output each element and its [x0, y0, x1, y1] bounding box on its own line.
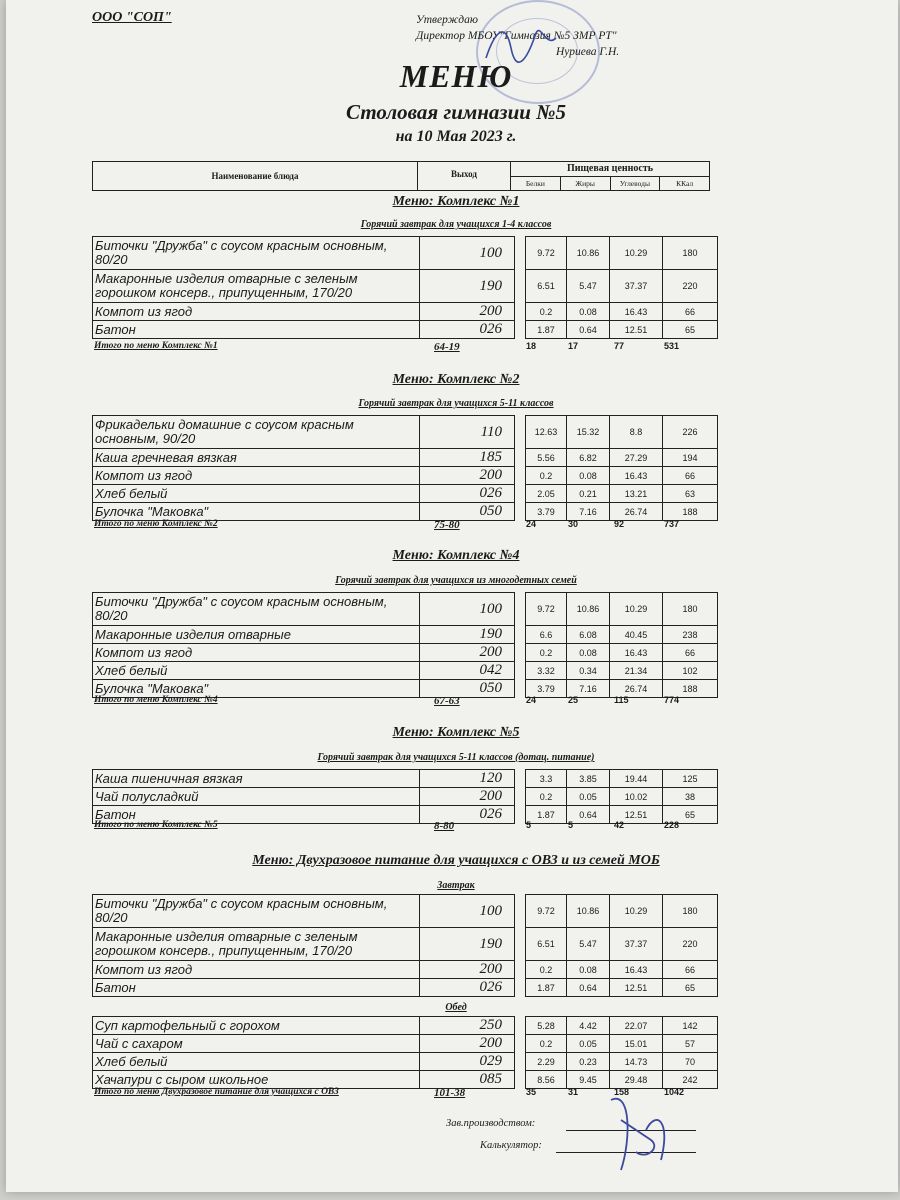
page-title: МЕНЮ [399, 58, 513, 94]
kcal: 194 [663, 449, 718, 467]
breakfast-label: Завтрак [437, 880, 475, 891]
fat: 6.08 [567, 626, 610, 644]
gap [515, 416, 526, 449]
table-row [93, 503, 718, 521]
kcal: 65 [663, 321, 718, 339]
total-protein: 24 [526, 695, 537, 705]
fat: 9.45 [567, 1071, 610, 1089]
protein: 5.56 [526, 449, 567, 467]
carbs: 16.43 [610, 644, 663, 662]
kcal: 65 [663, 806, 718, 824]
total-output: 101-38 [434, 1087, 466, 1099]
total-protein: 35 [526, 1087, 537, 1097]
protein: 6.6 [526, 626, 567, 644]
dish-output: 029 [420, 1053, 515, 1071]
dish-output: 110 [420, 416, 515, 449]
carbs: 15.01 [610, 1035, 663, 1053]
kcal: 65 [663, 979, 718, 997]
section-0-table [92, 236, 718, 339]
protein: 0.2 [526, 644, 567, 662]
table-row [93, 626, 718, 644]
protein: 3.79 [526, 680, 567, 698]
page-subtitle: Столовая гимназии №5 [346, 100, 566, 124]
total-carbs: 42 [614, 820, 625, 830]
protein: 1.87 [526, 979, 567, 997]
protein: 9.72 [526, 237, 567, 270]
total-protein: 5 [526, 820, 532, 830]
protein: 2.05 [526, 485, 567, 503]
dish-name: Компот из ягод [93, 961, 420, 979]
protein: 12.63 [526, 416, 567, 449]
dish-name: Батон [93, 979, 420, 997]
dish-name: Батон [93, 806, 420, 824]
gap [515, 503, 526, 521]
dish-output: 200 [420, 788, 515, 806]
carbs: 12.51 [610, 321, 663, 339]
section-2-total [94, 695, 704, 709]
dish-name: Макаронные изделия отварные с зеленым горошком консерв., припущенным, 170/20 [93, 270, 420, 303]
approve-director: Директор МБОУ"Гимназия №5 ЗМР РТ" [416, 30, 617, 42]
total-fat: 17 [568, 341, 579, 351]
ovz-lunch-table [92, 1016, 718, 1089]
carbs: 27.29 [610, 449, 663, 467]
dish-name: Компот из ягод [93, 644, 420, 662]
fat: 0.08 [567, 961, 610, 979]
carbs: 26.74 [610, 680, 663, 698]
protein: 0.2 [526, 303, 567, 321]
carbs: 16.43 [610, 961, 663, 979]
table-row [93, 644, 718, 662]
gap [515, 788, 526, 806]
dish-output: 100 [420, 593, 515, 626]
section-title: Меню: Комплекс №2 [392, 372, 520, 387]
section-1-total [94, 519, 704, 533]
dish-output: 185 [420, 449, 515, 467]
gap [515, 1071, 526, 1089]
table-row [93, 467, 718, 485]
fat: 0.05 [567, 788, 610, 806]
fat: 5.47 [567, 270, 610, 303]
total-kcal: 737 [664, 519, 680, 529]
kcal: 220 [663, 928, 718, 961]
carbs: 37.37 [610, 928, 663, 961]
kcal: 188 [663, 680, 718, 698]
header-kcal: ККал [676, 179, 694, 188]
dish-name: Булочка "Маковка" [93, 680, 420, 698]
protein: 8.56 [526, 1071, 567, 1089]
carbs: 10.02 [610, 788, 663, 806]
dish-output: 085 [420, 1071, 515, 1089]
dish-output: 026 [420, 485, 515, 503]
gap [515, 237, 526, 270]
dish-name: Каша гречневая вязкая [93, 449, 420, 467]
table-header [92, 161, 710, 191]
fat: 0.08 [567, 303, 610, 321]
total-label: Итого по меню Комплекс №1 [94, 341, 218, 351]
dish-output: 250 [420, 1017, 515, 1035]
fat: 7.16 [567, 680, 610, 698]
section-subtitle: Горячий завтрак для учащихся из многодетных семей [335, 575, 577, 586]
protein: 2.29 [526, 1053, 567, 1071]
carbs: 10.29 [610, 895, 663, 928]
kcal: 242 [663, 1071, 718, 1089]
fat: 3.85 [567, 770, 610, 788]
kcal: 180 [663, 593, 718, 626]
total-kcal: 531 [664, 341, 680, 351]
section-3-total [94, 820, 704, 834]
kcal: 226 [663, 416, 718, 449]
kcal: 70 [663, 1053, 718, 1071]
ovz-title: Меню: Двухразовое питание для учащихся с ОВЗ и из семей МОБ [252, 853, 660, 868]
dish-output: 026 [420, 321, 515, 339]
protein: 6.51 [526, 928, 567, 961]
dish-name: Биточки "Дружба" с соусом красным основным, 80/20 [93, 895, 420, 928]
kcal: 102 [663, 662, 718, 680]
kcal: 63 [663, 485, 718, 503]
total-output: 64-19 [434, 341, 460, 353]
approve-label: Утверждаю [416, 14, 478, 26]
carbs: 16.43 [610, 467, 663, 485]
dish-output: 190 [420, 626, 515, 644]
fat: 0.05 [567, 1035, 610, 1053]
section-2-table [92, 592, 718, 698]
dish-output: 190 [420, 270, 515, 303]
carbs: 10.29 [610, 237, 663, 270]
table-row [93, 303, 718, 321]
carbs: 22.07 [610, 1017, 663, 1035]
protein: 9.72 [526, 593, 567, 626]
total-label: Итого по меню Комплекс №5 [94, 820, 218, 830]
gap [515, 485, 526, 503]
dish-output: 100 [420, 237, 515, 270]
total-label: Итого по меню Двухразовое питание для учащихся с ОВЗ [94, 1087, 339, 1097]
gap [515, 467, 526, 485]
fat: 0.21 [567, 485, 610, 503]
carbs: 13.21 [610, 485, 663, 503]
total-output: 75-80 [434, 519, 460, 531]
total-carbs: 158 [614, 1087, 630, 1097]
total-fat: 5 [568, 820, 574, 830]
fat: 10.86 [567, 593, 610, 626]
gap [515, 270, 526, 303]
total-kcal: 1042 [664, 1087, 685, 1097]
gap [515, 979, 526, 997]
ovz-total [94, 1087, 704, 1101]
dish-name: Чай с сахаром [93, 1035, 420, 1053]
gap [515, 928, 526, 961]
gap [515, 593, 526, 626]
header-fat: Жиры [561, 177, 611, 191]
table-row [93, 416, 718, 449]
header-protein: Белки [511, 177, 561, 191]
dish-name: Хлеб белый [93, 662, 420, 680]
section-1-table [92, 415, 718, 521]
dish-output: 100 [420, 895, 515, 928]
gap [515, 303, 526, 321]
fat: 10.86 [567, 895, 610, 928]
approve-name: Нуриева Г.Н. [556, 46, 620, 58]
gap [515, 644, 526, 662]
table-row [93, 593, 718, 626]
fat: 0.08 [567, 644, 610, 662]
dish-output: 200 [420, 1035, 515, 1053]
dish-output: 120 [420, 770, 515, 788]
protein: 0.2 [526, 788, 567, 806]
kcal: 180 [663, 237, 718, 270]
section-title: Меню: Комплекс №1 [392, 194, 520, 209]
section-subtitle: Горячий завтрак для учащихся 1-4 классов [360, 219, 552, 230]
gap [515, 1035, 526, 1053]
total-fat: 30 [568, 519, 579, 529]
table-row [93, 928, 718, 961]
dish-name: Чай полусладкий [93, 788, 420, 806]
carbs: 8.8 [610, 416, 663, 449]
table-row [93, 895, 718, 928]
gap [515, 626, 526, 644]
kcal: 180 [663, 895, 718, 928]
header-nutrition: Пищевая ценность [511, 162, 709, 177]
gap [515, 662, 526, 680]
dish-name: Хлеб белый [93, 1053, 420, 1071]
protein: 6.51 [526, 270, 567, 303]
production-label: Зав.производством: [446, 1118, 536, 1129]
total-carbs: 77 [614, 341, 625, 351]
dish-name: Биточки "Дружба" с соусом красным основным, 80/20 [93, 593, 420, 626]
table-row [93, 662, 718, 680]
carbs: 40.45 [610, 626, 663, 644]
kcal: 66 [663, 644, 718, 662]
total-fat: 25 [568, 695, 579, 705]
table-row [93, 321, 718, 339]
protein: 9.72 [526, 895, 567, 928]
protein: 3.79 [526, 503, 567, 521]
dish-output: 026 [420, 806, 515, 824]
total-carbs: 92 [614, 519, 625, 529]
section-title: Меню: Комплекс №5 [392, 725, 520, 740]
fat: 0.08 [567, 467, 610, 485]
section-0-total [94, 341, 704, 355]
gap [515, 1017, 526, 1035]
total-kcal: 228 [664, 820, 680, 830]
fat: 15.32 [567, 416, 610, 449]
menu-date: на 10 Мая 2023 г. [395, 128, 517, 145]
fat: 4.42 [567, 1017, 610, 1035]
gap [515, 1053, 526, 1071]
protein: 5.28 [526, 1017, 567, 1035]
protein: 3.32 [526, 662, 567, 680]
section-3-table [92, 769, 718, 824]
dish-output: 042 [420, 662, 515, 680]
fat: 0.64 [567, 321, 610, 339]
table-row [93, 485, 718, 503]
dish-output: 190 [420, 928, 515, 961]
total-label: Итого по меню Комплекс №2 [94, 519, 218, 529]
section-title: Меню: Комплекс №4 [392, 548, 520, 563]
dish-name: Фрикадельки домашние с соусом красным основным, 90/20 [93, 416, 420, 449]
kcal: 57 [663, 1035, 718, 1053]
carbs: 37.37 [610, 270, 663, 303]
lunch-label: Обед [445, 1002, 467, 1013]
dish-output: 026 [420, 979, 515, 997]
dish-output: 050 [420, 680, 515, 698]
header-name: Наименование блюда [93, 162, 418, 190]
carbs: 26.74 [610, 503, 663, 521]
section-subtitle: Горячий завтрак для учащихся 5-11 классов [358, 398, 554, 409]
kcal: 220 [663, 270, 718, 303]
total-output: 67-63 [434, 695, 460, 707]
header-out: Выход [418, 162, 511, 190]
dish-name: Батон [93, 321, 420, 339]
gap [515, 895, 526, 928]
dish-output: 200 [420, 644, 515, 662]
total-output: 8-80 [434, 820, 455, 832]
menu-sheet [6, 0, 898, 1192]
kcal: 125 [663, 770, 718, 788]
protein: 0.2 [526, 467, 567, 485]
dish-output: 200 [420, 961, 515, 979]
kcal: 66 [663, 303, 718, 321]
table-row [93, 1053, 718, 1071]
fat: 7.16 [567, 503, 610, 521]
protein: 3.3 [526, 770, 567, 788]
dish-output: 050 [420, 503, 515, 521]
total-label: Итого по меню Комплекс №4 [94, 695, 218, 705]
carbs: 10.29 [610, 593, 663, 626]
gap [515, 770, 526, 788]
carbs: 29.48 [610, 1071, 663, 1089]
kcal: 238 [663, 626, 718, 644]
section-subtitle: Горячий завтрак для учащихся 5-11 классов (дотац. питание) [317, 752, 595, 763]
dish-name: Макаронные изделия отварные с зеленым горошком консерв., припущенным, 170/20 [93, 928, 420, 961]
dish-name: Каша пшеничная вязкая [93, 770, 420, 788]
protein: 1.87 [526, 806, 567, 824]
fat: 6.82 [567, 449, 610, 467]
table-row [93, 979, 718, 997]
dish-name: Компот из ягод [93, 303, 420, 321]
header-carbs: Углеводы [611, 177, 661, 191]
carbs: 14.73 [610, 1053, 663, 1071]
kcal: 66 [663, 467, 718, 485]
dish-name: Макаронные изделия отварные [93, 626, 420, 644]
total-kcal: 774 [664, 695, 680, 705]
total-fat: 31 [568, 1087, 579, 1097]
carbs: 12.51 [610, 806, 663, 824]
carbs: 12.51 [610, 979, 663, 997]
table-row [93, 961, 718, 979]
fat: 5.47 [567, 928, 610, 961]
dish-name: Булочка "Маковка" [93, 503, 420, 521]
gap [515, 321, 526, 339]
fat: 0.64 [567, 806, 610, 824]
fat: 0.64 [567, 979, 610, 997]
protein: 0.2 [526, 961, 567, 979]
kcal: 188 [663, 503, 718, 521]
total-protein: 18 [526, 341, 537, 351]
table-row [93, 1017, 718, 1035]
fat: 0.23 [567, 1053, 610, 1071]
total-carbs: 115 [614, 695, 629, 705]
total-protein: 24 [526, 519, 537, 529]
dish-name: Биточки "Дружба" с соусом красным основным, 80/20 [93, 237, 420, 270]
calculator-label: Калькулятор: [480, 1140, 542, 1151]
kcal: 142 [663, 1017, 718, 1035]
gap [515, 449, 526, 467]
dish-output: 200 [420, 303, 515, 321]
fat: 0.34 [567, 662, 610, 680]
protein: 0.2 [526, 1035, 567, 1053]
table-row [93, 788, 718, 806]
dish-name: Хлеб белый [93, 485, 420, 503]
table-row [93, 1071, 718, 1089]
fat: 10.86 [567, 237, 610, 270]
table-row [93, 770, 718, 788]
dish-name: Хачапури с сыром школьное [93, 1071, 420, 1089]
table-row [93, 1035, 718, 1053]
kcal: 66 [663, 961, 718, 979]
carbs: 19.44 [610, 770, 663, 788]
dish-output: 200 [420, 467, 515, 485]
dish-name: Компот из ягод [93, 467, 420, 485]
carbs: 21.34 [610, 662, 663, 680]
ovz-breakfast-table [92, 894, 718, 997]
dish-name: Суп картофельный с горохом [93, 1017, 420, 1035]
kcal: 38 [663, 788, 718, 806]
table-row [93, 449, 718, 467]
table-row [93, 237, 718, 270]
table-row [93, 270, 718, 303]
protein: 1.87 [526, 321, 567, 339]
gap [515, 961, 526, 979]
carbs: 16.43 [610, 303, 663, 321]
organization-name: ООО "СОП" [92, 10, 172, 25]
